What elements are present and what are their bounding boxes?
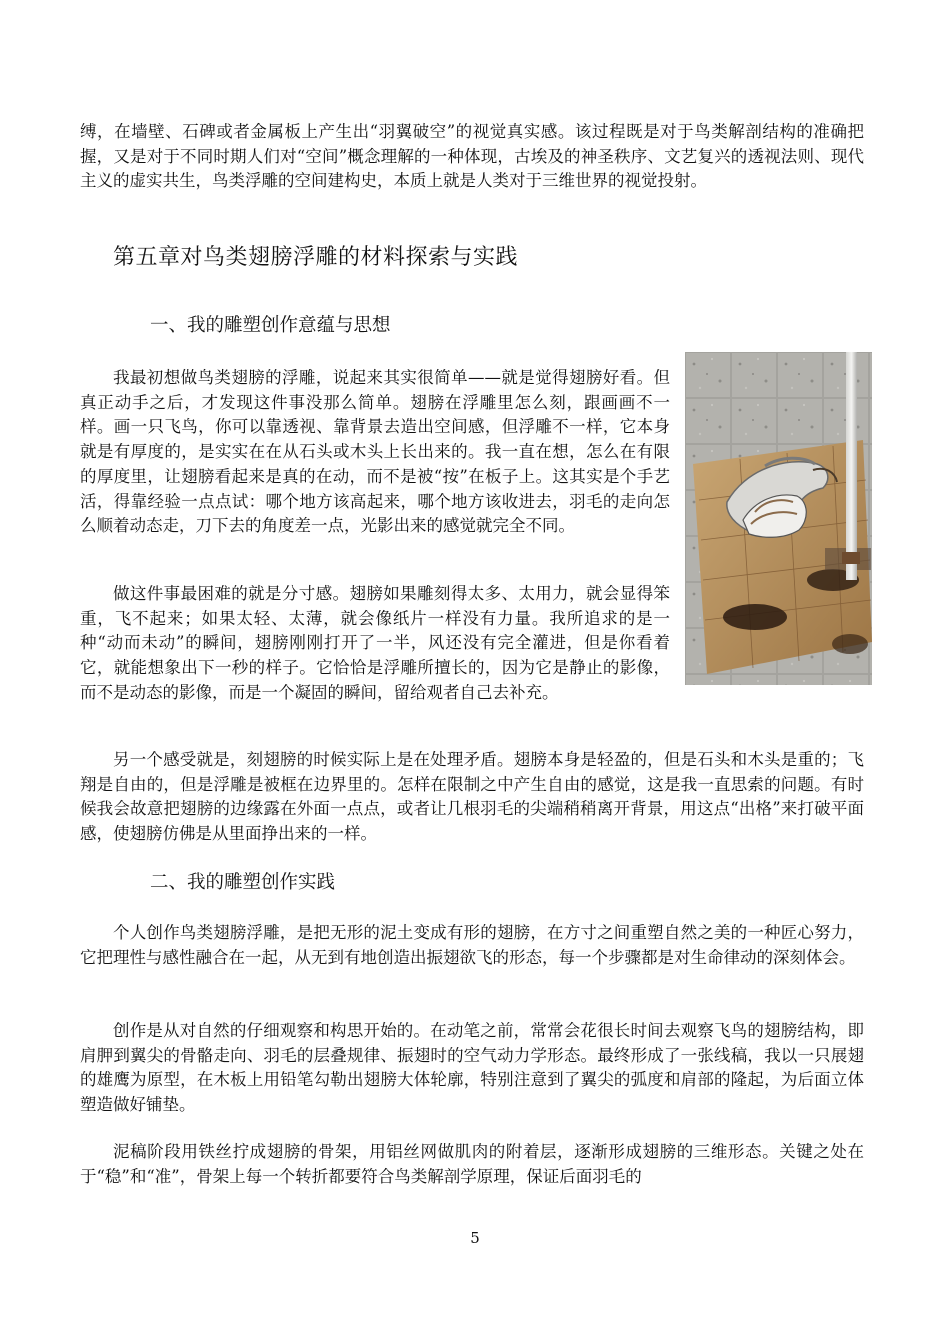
section1-paragraph-3: 另一个感受就是，刻翅膀的时候实际上是在处理矛盾。翅膀本身是轻盈的，但是石头和木头是重的；飞翔是自由的，但是浮雕是被框在边界里的。怎样在限制之中产生自由的感觉，这是我一直思索的问题。有时候我会故意把翅膀的边缘露在外面一点点，或者让几根羽毛的尖端稍稍离开背景，用这点“出格”来打破平面感，使翅膀仿佛是从里面挣出来的一样。 [80, 750, 864, 844]
chapter-title: 第五章对鸟类翅膀浮雕的材料探索与实践 [113, 245, 519, 270]
section-heading-1: 一、我的雕塑创作意蕴与思想 [150, 315, 391, 336]
section2-paragraph-1: 个人创作鸟类翅膀浮雕，是把无形的泥土变成有形的翅膀，在方寸之间重塑自然之美的一种匠心努力，它把理性与感性融合在一起，从无到有地创造出振翅欲飞的形态，每一个步骤都是对生命律动的深刻体会。 [80, 923, 864, 967]
intro-paragraph: 缚，在墙壁、石碑或者金属板上产生出“羽翼破空”的视觉真实感。该过程既是对于鸟类解剖结构的准确把握，又是对于不同时期人们对“空间”概念理解的一种体现，古埃及的神圣秩序、文艺复兴的透视法则、现代主义的虚实共生，鸟类浮雕的空间建构史，本质上就是人类对于三维世界的视觉投射。 [80, 122, 864, 191]
page-number: 5 [470, 1229, 480, 1247]
section2-paragraph-2: 创作是从对自然的仔细观察和构思开始的。在动笔之前，常常会花很长时间去观察飞鸟的翅膀结构，即肩胛到翼尖的骨骼走向、羽毛的层叠规律、振翅时的空气动力学形态。最终形成了一张线稿，我以一只展翅的雄鹰为原型，在木板上用铅笔勾勒出翅膀大体轮廓，特别注意到了翼尖的弧度和肩部的隆起，为后面立体塑造做好铺垫。 [80, 1021, 864, 1115]
section2-paragraph-3: 泥稿阶段用铁丝拧成翅膀的骨架，用铝丝网做肌肉的附着层，逐渐形成翅膀的三维形态。关键之处在于“稳”和“准”，骨架上每一个转折都要符合鸟类解剖学原理，保证后面羽毛的 [80, 1142, 864, 1186]
section-heading-2: 二、我的雕塑创作实践 [150, 872, 336, 893]
sculpture-photo [685, 352, 872, 685]
section1-paragraph-1: 我最初想做鸟类翅膀的浮雕，说起来其实很简单——就是觉得翅膀好看。但真正动手之后，才发现这件事没那么简单。翅膀在浮雕里怎么刻，跟画画不一样。画一只飞鸟，你可以靠透视、靠背景去造出空间感，但浮雕不一样，它本身就是有厚度的，是实实在在从石头或木头上长出来的。我一直在想，怎么在有限的厚度里，让翅膀看起来是真的在动，而不是被“按”在板子上。这其实是个手艺活，得靠经验一点点试：哪个地方该高起来，哪个地方该收进去，羽毛的走向怎么顺着动态走，刀下去的角度差一点，光影出来的感觉就完全不同。 [80, 368, 670, 536]
section1-paragraph-2: 做这件事最困难的就是分寸感。翅膀如果雕刻得太多、太用力，就会显得笨重，飞不起来；如果太轻、太薄，就会像纸片一样没有力量。我所追求的是一种“动而未动”的瞬间，翅膀刚刚打开了一半，风还没有完全灌进，但是你看着它，就能想象出下一秒的样子。它恰恰是浮雕所擅长的，因为它是静止的影像，而不是动态的影像，而是一个凝固的瞬间，留给观者自己去补充。 [80, 584, 670, 702]
